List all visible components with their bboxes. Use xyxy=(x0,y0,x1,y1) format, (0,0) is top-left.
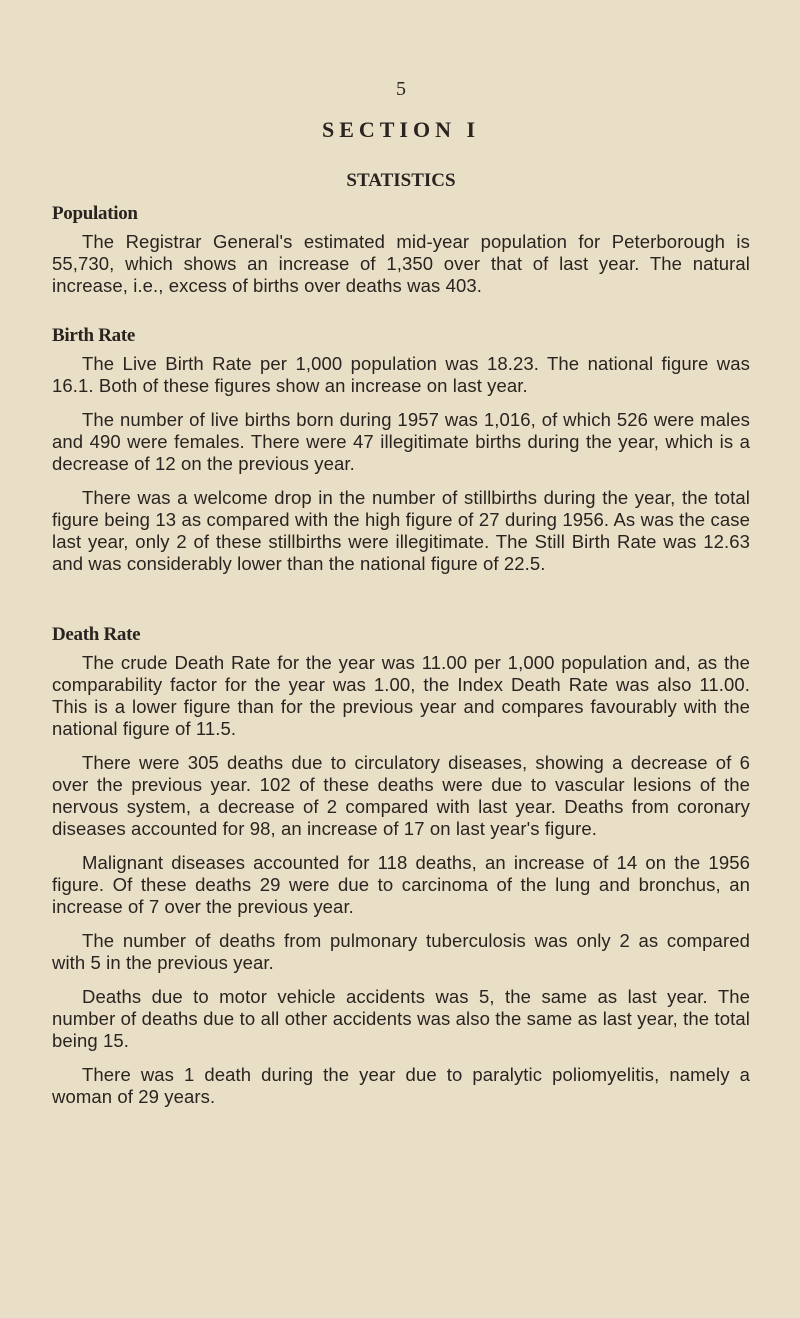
paragraph: The crude Death Rate for the year was 11.00 per 1,000 population and, as the comparability factor for the year was 1.00, the Index Death Rate was also 11.00. This is a lower figure than for the previous year and compares favourably with the national figure of 11.5. xyxy=(52,652,750,739)
paragraph: The Registrar General's estimated mid-year population for Peterborough is 55,730, which shows an increase of 1,350 over that of last year. The natural increase, i.e., excess of births over deaths was 403. xyxy=(52,231,750,296)
birth-rate-section xyxy=(52,325,750,587)
paragraph: There were 305 deaths due to circulatory diseases, showing a decrease of 6 over the previous year. 102 of these deaths were due to vascular lesions of the nervous system, a decrease of 2 compared with last year. Deaths from coronary diseases accounted for 98, an increase of 17 on last year's figure. xyxy=(52,752,750,839)
paragraph: Malignant diseases accounted for 118 deaths, an increase of 14 on the 1956 figure. Of these deaths 29 were due to carcinoma of the lung and bronchus, an increase of 7 over the previous year. xyxy=(52,852,750,917)
population-heading: Population xyxy=(52,203,138,224)
death-rate-heading: Death Rate xyxy=(52,624,141,645)
paragraph: There was 1 death during the year due to paralytic poliomyelitis, namely a woman of 29 years. xyxy=(52,1064,750,1107)
paragraph: The number of deaths from pulmonary tuberculosis was only 2 as compared with 5 in the previous year. xyxy=(52,930,750,973)
page-title: STATISTICS xyxy=(346,170,456,191)
section-heading: SECTION I xyxy=(321,117,481,142)
population-section xyxy=(52,203,750,309)
paragraph: The Live Birth Rate per 1,000 population was 18.23. The national figure was 16.1. Both of these figures show an increase on last year. xyxy=(52,353,750,396)
paragraph: Deaths due to motor vehicle accidents was 5, the same as last year. The number of deaths due to all other accidents was also the same as last year, the total being 15. xyxy=(52,986,750,1051)
page-number: 5 xyxy=(396,78,406,100)
birth-rate-heading: Birth Rate xyxy=(52,325,136,346)
paragraph: There was a welcome drop in the number of stillbirths during the year, the total figure being 13 as compared with the high figure of 27 during 1956. As was the case last year, only 2 of these stillbirths were illegitimate. The Still Birth Rate was 12.63 and was considerably lower than the national figure of 22.5. xyxy=(52,487,750,574)
death-rate-section xyxy=(52,624,750,1120)
paragraph: The number of live births born during 1957 was 1,016, of which 526 were males and 490 were females. There were 47 illegitimate births during the year, which is a decrease of 12 on the previous year. xyxy=(52,409,750,474)
